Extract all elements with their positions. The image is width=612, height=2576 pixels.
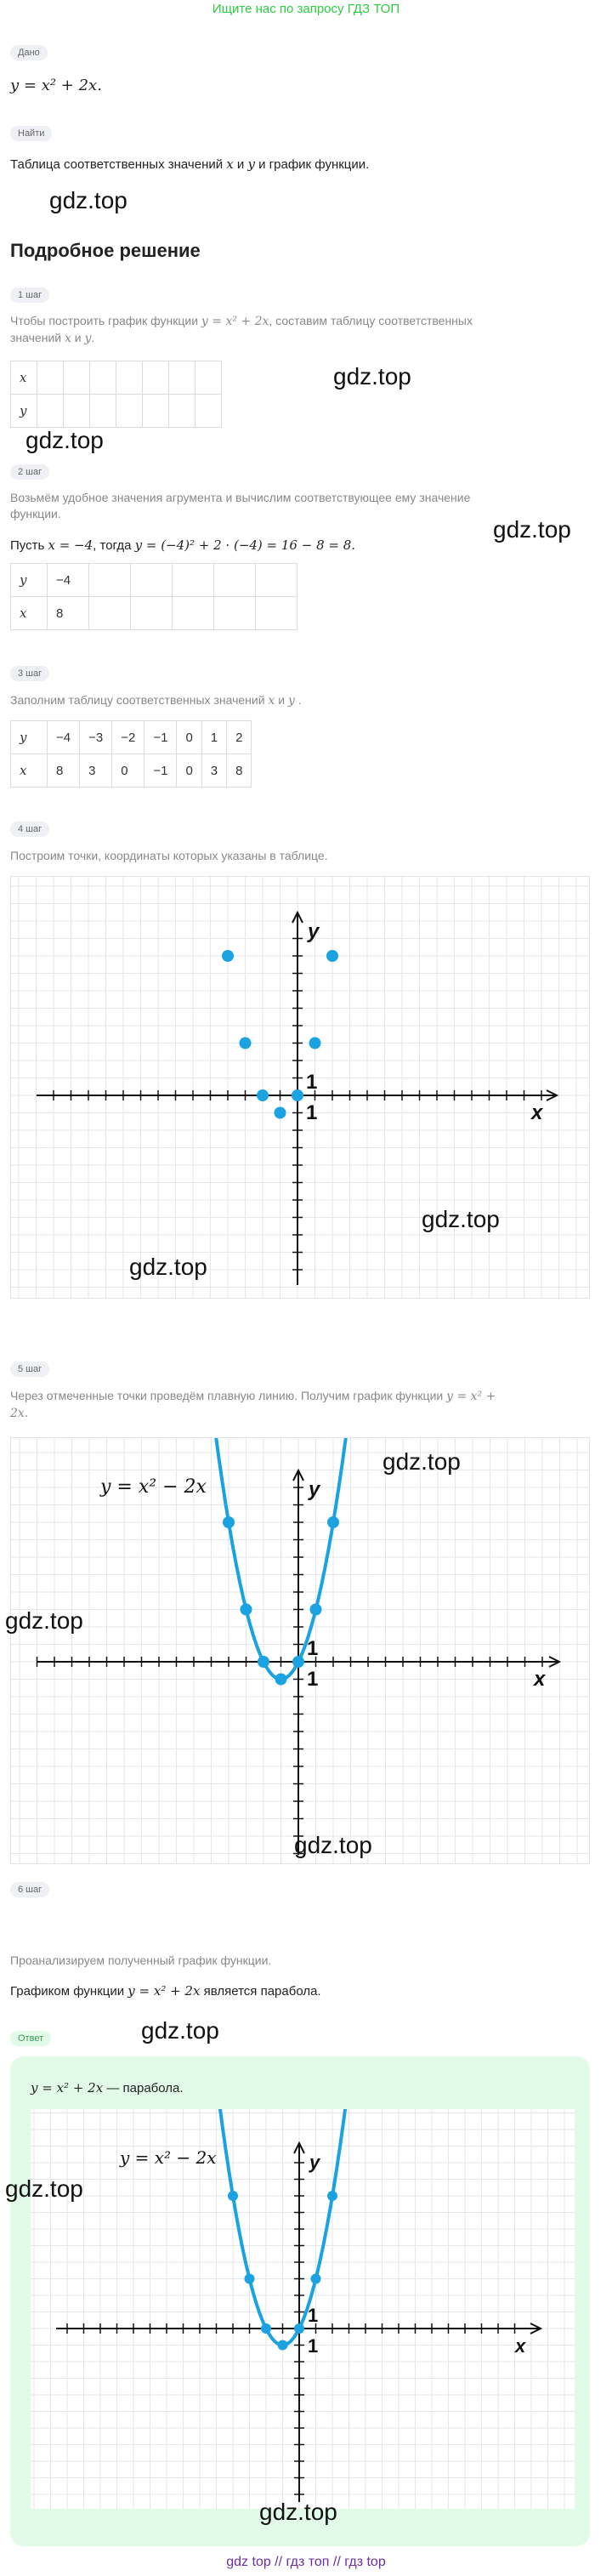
watermark: gdz.top (493, 516, 571, 543)
step6-line1: Проанализируем полученный график функции. (10, 1953, 272, 1967)
x-axis-label: x (515, 2335, 526, 2357)
given-formula: y = x² + 2x. (10, 77, 102, 94)
data-point (327, 1516, 339, 1528)
answer-tag: Ответ (10, 2031, 51, 2046)
data-point (311, 2274, 321, 2284)
data-point (257, 1089, 269, 1101)
data-point (275, 1107, 286, 1119)
data-point (223, 1516, 235, 1528)
footer-link-1[interactable]: gdz top (226, 2555, 271, 2569)
step3-text: Заполним таблицу соответственных значений x и y . (10, 693, 302, 708)
unit-label-y: 1 (308, 2305, 319, 2326)
y-axis-label: y (309, 2152, 320, 2173)
watermark: gdz.top (129, 1254, 207, 1280)
data-point (261, 2323, 271, 2334)
answer-graph (31, 2109, 575, 2509)
parabola-chart (11, 1438, 589, 1863)
step2-tag: 2 шаг (10, 464, 49, 480)
data-point (292, 1656, 304, 1668)
data-point (240, 1038, 252, 1049)
data-point (326, 950, 338, 962)
step1-empty-table: x y (10, 361, 222, 428)
data-point (309, 1038, 321, 1049)
watermark: gdz.top (382, 1448, 461, 1475)
answer-box (10, 2056, 590, 2546)
step5-tag: 5 шаг (10, 1362, 49, 1377)
data-point (241, 1604, 252, 1616)
step4-tag: 4 шаг (10, 822, 49, 837)
find-text: Таблица соответственных значений x и y и график функции. (10, 156, 370, 172)
unit-label-y: 1 (306, 1071, 318, 1094)
curve-label: y = x² − 2x (120, 2147, 217, 2168)
x-axis-label: x (531, 1101, 543, 1124)
footer-links: gdz top // гдз топ // гдз top (226, 2555, 386, 2569)
step2-text: Возьмём удобное значения агрумента и вычислим соответствующее ему значение функции. (10, 491, 471, 520)
step5-text: Через отмеченные точки проведём плавную линию. Получим график функции y = x² + 2x. (10, 1389, 496, 1420)
step2-table: y −4 x 8 (10, 563, 298, 630)
watermark: gdz.top (333, 363, 411, 390)
watermark: gdz.top (422, 1206, 500, 1232)
step1-text: Чтобы построить график функции y = x² + 2x, составим таблицу соответственных значений x и y. (10, 314, 473, 345)
solution-title: Подробное решение (10, 240, 201, 261)
watermark: gdz.top (141, 2017, 219, 2044)
unit-label-y: 1 (307, 1637, 319, 1660)
graph-parabola (10, 1437, 590, 1864)
graph-points (10, 876, 590, 1299)
data-point (258, 1656, 269, 1668)
given-section (10, 44, 48, 60)
unit-label-x: 1 (306, 1101, 318, 1124)
watermark: gdz.top (294, 1832, 372, 1858)
footer-link-3[interactable]: гдз top (344, 2555, 386, 2569)
answer-chart (31, 2109, 575, 2509)
find-section (10, 125, 52, 141)
data-point (245, 2274, 255, 2284)
watermark: gdz.top (5, 2175, 83, 2202)
step1-tag: 1 шаг (10, 287, 49, 303)
watermark: gdz.top (259, 2499, 337, 2525)
y-axis-label: y (308, 920, 320, 943)
data-point (275, 1674, 287, 1686)
watermark: gdz.top (26, 427, 104, 453)
data-point (310, 1604, 322, 1616)
watermark: gdz.top (49, 187, 128, 213)
given-tag: Дано (10, 45, 48, 60)
y-axis-label: y (309, 1478, 320, 1501)
data-point (222, 950, 234, 962)
data-point (278, 2340, 288, 2351)
find-tag: Найти (10, 126, 52, 141)
data-point (294, 2323, 304, 2334)
step6-line2: Графиком функции y = x² + 2x является парабола. (10, 1983, 321, 1999)
step2-calc: Пусть x = −4, тогда y = (−4)² + 2 · (−4) = 16 − 8 = 8. (10, 537, 356, 553)
data-point (228, 2191, 238, 2201)
curve-label: y = x² − 2x (100, 1476, 207, 1498)
top-banner[interactable]: Ищите нас по запросу ГДЗ ТОП (212, 2, 400, 16)
watermark: gdz.top (5, 1607, 83, 1634)
step3-tag: 3 шаг (10, 666, 49, 681)
unit-label-x: 1 (307, 1668, 319, 1691)
step4-text: Построим точки, координаты которых указаны в таблице. (10, 849, 328, 862)
footer-link-2[interactable]: гдз топ (286, 2555, 330, 2569)
data-point (292, 1089, 303, 1101)
step6-tag: 6 шаг (10, 1882, 49, 1897)
data-point (327, 2191, 337, 2201)
step3-table: y −4 −3 −2 −1 0 1 2 x 8 3 0 −1 0 3 8 (10, 720, 252, 788)
points-chart (11, 877, 589, 1298)
x-axis-label: x (534, 1668, 546, 1691)
answer-text: y = x² + 2x — парабола. (31, 2080, 184, 2095)
unit-label-x: 1 (308, 2335, 319, 2357)
